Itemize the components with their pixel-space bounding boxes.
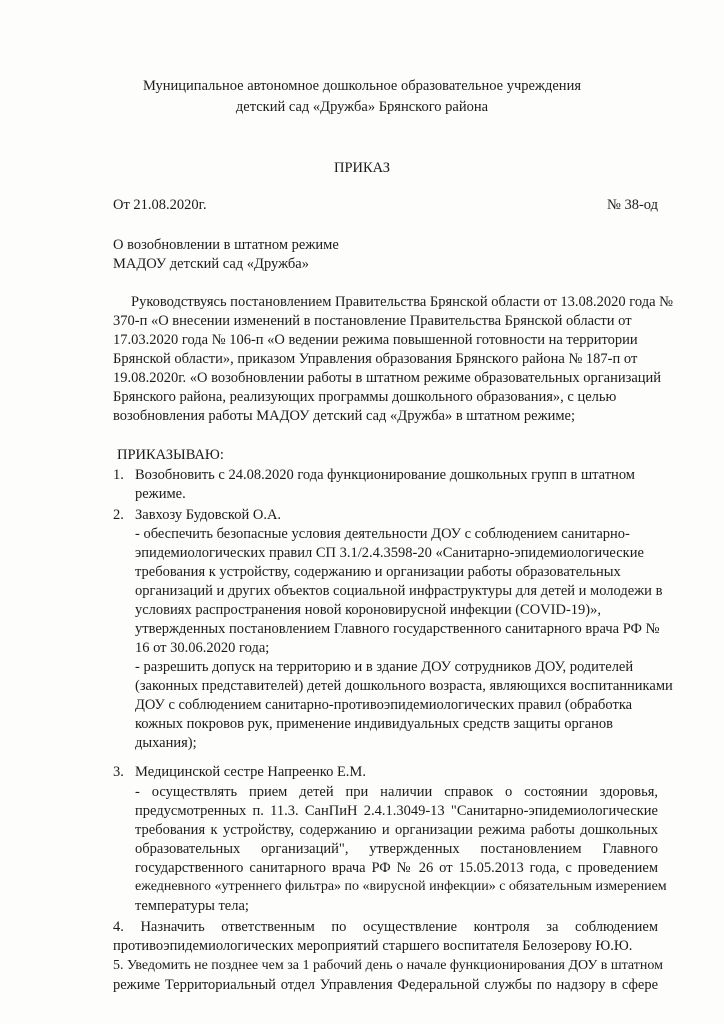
item-2-line: кожных покровов рук, применение индивидуальных средств защиты органов xyxy=(135,716,613,732)
preamble-line: Брянской области», приказом Управления образования Брянского района № 187-п от xyxy=(113,351,638,367)
order-heading: ПРИКАЗЫВАЮ: xyxy=(117,447,224,463)
org-name-line-2: детский сад «Дружба» Брянского района xyxy=(235,99,489,115)
item-4-line: 4. Назначить ответственным по осуществление контроля за соблюдением xyxy=(113,919,658,935)
order-date: От 21.08.2020г. xyxy=(113,197,207,213)
preamble-line: 370-п «О внесении изменений в постановление Правительства Брянской области от xyxy=(113,313,632,329)
item-3-line: ежедневного «утреннего фильтра» по «вирусной инфекции» с обязательным измерением xyxy=(135,879,667,894)
item-2-line: Завхозу Будовской О.А. xyxy=(135,507,282,523)
item-2-line: условиях распространения новой короновирусной инфекции (COVID-19)», xyxy=(135,602,601,618)
item-2-line: эпидемиологических правил СП 3.1/2.4.3598-20 «Санитарно-эпидемиологические xyxy=(135,545,644,561)
item-2-line: организаций и других объектов социальной инфраструктуры для детей и молодежи в xyxy=(135,583,663,599)
preamble-line: 17.03.2020 года № 106-п «О ведении режима повышенной готовности на территории xyxy=(113,332,638,348)
item-2-line: - обеспечить безопасные условия деятельности ДОУ с соблюдением санитарно- xyxy=(135,526,630,542)
item-2-line: (законных представителей) детей дошкольного возраста, являющихся воспитанниками xyxy=(135,678,673,694)
item-3-line: температуры тела; xyxy=(135,898,249,914)
item-2-line: утвержденных постановлением Главного государственного санитарного врача РФ № xyxy=(135,621,660,637)
item-3-line: образовательных организаций", утвержденных постановлением Главного xyxy=(135,841,658,857)
preamble-line: Брянского района, реализующих программы дошкольного образования», с целью xyxy=(113,389,617,405)
preamble-line: Руководствуясь постановлением Правительства Брянской области от 13.08.2020 года № xyxy=(131,294,673,310)
item-2-line: - разрешить допуск на территорию и в здание ДОУ сотрудников ДОУ, родителей xyxy=(135,659,634,675)
subject-line-2: МАДОУ детский сад «Дружба» xyxy=(113,256,309,272)
item-4-line: противоэпидемиологических мероприятий старшего воспитателя Белозерову Ю.Ю. xyxy=(113,938,633,954)
item-2-line: дыхания); xyxy=(135,735,197,751)
preamble-line: возобновления работы МАДОУ детский сад «Дружба» в штатном режиме; xyxy=(113,408,576,424)
item-3-line: Медицинской сестре Напреенко Е.М. xyxy=(135,764,366,780)
item-3-line: - осуществлять прием детей при наличии справок о состоянии здоровья, xyxy=(135,784,658,800)
item-2-line: 16 от 30.06.2020 года; xyxy=(135,640,270,656)
item-2-line: ДОУ с соблюдением санитарно-противоэпидемиологических правил (обработка xyxy=(135,697,633,713)
item-3-line: предусмотренных п. 11.3. СанПиН 2.4.1.3049-13 "Санитарно-эпидемиологические xyxy=(135,803,658,819)
item-1-line: режиме. xyxy=(135,486,186,502)
document-title: ПРИКАЗ xyxy=(333,160,391,176)
item-2-line: требования к устройству, содержанию и организации работы образовательных xyxy=(135,564,621,580)
preamble-line: 19.08.2020г. «О возобновлении работы в штатном режиме образовательных организаций xyxy=(113,370,662,386)
item-1-line: Возобновить с 24.08.2020 года функционирование дошкольных групп в штатном xyxy=(135,467,635,483)
order-number: № 38-од xyxy=(607,197,658,213)
subject-line-1: О возобновлении в штатном режиме xyxy=(113,237,339,253)
item-5-line: режиме Территориальный отдел Управления Федеральной службы по надзору в сфере xyxy=(113,977,658,993)
item-3-line: требования к устройству, содержанию и организации режима работы дошкольных xyxy=(135,822,658,838)
item-3-number: 3. xyxy=(113,764,124,780)
org-name-line-1: Муниципальное автономное дошкольное образовательное учреждения xyxy=(142,78,581,94)
item-1-number: 1. xyxy=(113,467,124,483)
item-2-number: 2. xyxy=(113,507,124,523)
item-3-line: государственного санитарного врача РФ № 26 от 15.05.2013 года, с проведением xyxy=(135,860,658,876)
item-5-line: 5. Уведомить не позднее чем за 1 рабочий день о начале функционирования ДОУ в штатном xyxy=(113,958,663,973)
